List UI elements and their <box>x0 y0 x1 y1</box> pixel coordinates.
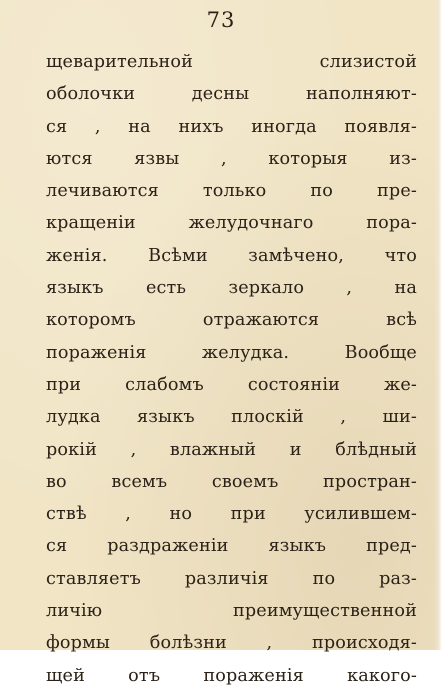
text-line: ются язвы , которыя из- <box>46 148 417 169</box>
text-line: ствѣ , но при усилившем- <box>46 504 417 525</box>
text-line: которомъ отражаются всѣ <box>46 310 417 331</box>
text-line: при слабомъ состояніи же- <box>46 374 417 395</box>
text-line: кращеніи желудочнаго пора- <box>46 213 417 234</box>
text-line: ся , на нихъ иногда появля- <box>46 116 417 137</box>
text-line: личію преимущественной <box>46 601 417 622</box>
text-line: женія. Всѣми замѣчено, что <box>46 245 417 266</box>
text-line: лечиваются только по пре- <box>46 181 417 202</box>
text-line: языкъ есть зеркало , на <box>46 278 417 299</box>
text-line: во всемъ своемъ простран- <box>46 471 417 492</box>
text-line: ставляетъ различія по раз- <box>46 568 417 589</box>
body-text <box>46 46 417 692</box>
text-line: формы болѣзни , происходя- <box>46 633 417 654</box>
page-edge <box>434 0 442 650</box>
text-line: оболочки десны наполняют- <box>46 84 417 105</box>
text-line: рокій , влажный и блѣдный <box>46 439 417 460</box>
text-line: лудка языкъ плоскій , ши- <box>46 407 417 428</box>
text-line: пораженія желудка. Вообще <box>46 342 417 363</box>
page-number: 73 <box>206 8 236 32</box>
text-line: ся раздраженіи языкъ пред- <box>46 536 417 557</box>
text-line: щей отъ пораженія какого- <box>46 665 417 686</box>
text-line: щеварительной слизистой <box>46 52 417 72</box>
